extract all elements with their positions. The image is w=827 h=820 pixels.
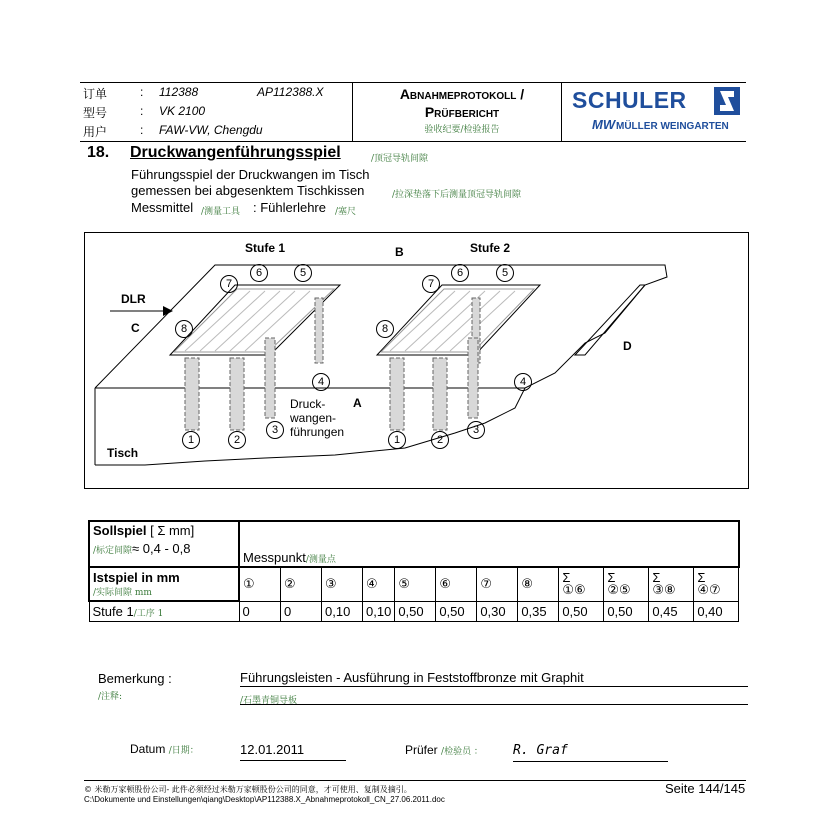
measured-value: 0,30 xyxy=(477,601,518,621)
doc-title-block xyxy=(362,86,562,135)
pruefer-label-block xyxy=(405,743,483,757)
label-c: C xyxy=(131,321,140,335)
sollspiel-value: ≈ 0,4 - 0,8 xyxy=(132,541,191,556)
header-label-customer: 用户 xyxy=(83,125,108,139)
sum-value: 0,45 xyxy=(649,601,694,621)
pruefer-label-cn: /检验员 ： xyxy=(441,747,483,757)
tool-value: : Fühlerlehre xyxy=(253,200,326,215)
stufe-label: Stufe 1 xyxy=(92,603,134,619)
sigma-points: ④⑦ xyxy=(697,582,721,598)
label-druckwangen-line1: Druck- xyxy=(290,397,326,411)
mw-logo-mark: MW xyxy=(592,117,616,132)
marker-3: 3 xyxy=(467,421,485,439)
remark-label-cn: /注释: xyxy=(98,692,123,702)
marker-3: 3 xyxy=(266,421,284,439)
marker-1: 1 xyxy=(182,431,200,449)
marker-2: 2 xyxy=(228,431,246,449)
label-tisch: Tisch xyxy=(107,446,139,460)
sollspiel-label: Sollspiel xyxy=(93,523,147,538)
header-colon: : xyxy=(140,85,144,99)
marker-8: 8 xyxy=(175,320,193,338)
tool-label-cn: /测量工具 xyxy=(201,207,241,217)
tool-value-cn: /塞尺 xyxy=(335,207,357,217)
measured-value: 0,50 xyxy=(436,601,477,621)
measured-value: 0,50 xyxy=(395,601,436,621)
drawing-lines xyxy=(85,233,748,488)
marker-5: 5 xyxy=(496,264,514,282)
sigma-symbol: Σ xyxy=(607,570,616,586)
point-header: ① xyxy=(239,567,281,601)
tool-label: Messmittel xyxy=(131,200,194,215)
marker-6: 6 xyxy=(250,264,268,282)
sum-value: 0,40 xyxy=(694,601,739,621)
measured-value: 0,10 xyxy=(322,601,363,621)
measured-value: 0 xyxy=(239,601,281,621)
measured-value: 0 xyxy=(281,601,322,621)
pruefer-signature: R. Graf xyxy=(513,743,668,762)
label-b: B xyxy=(395,245,404,259)
date-label: Datum xyxy=(130,742,166,756)
marker-5: 5 xyxy=(294,264,312,282)
model-value: VK 2100 xyxy=(159,104,206,118)
point-header: ⑤ xyxy=(395,567,436,601)
sum-value: 0,50 xyxy=(559,601,604,621)
doc-title-line2: Prüfbericht xyxy=(424,104,500,120)
label-stufe1: Stufe 1 xyxy=(245,241,286,255)
footer-copyright: © 米勒万家顿股份公司- 此件必须经过米勒万家顿股份公司的同意，才可使用、复制及摘引。 xyxy=(84,785,412,794)
doc-title-cn: 验收纪要/检验报告 xyxy=(424,125,500,135)
point-header: ② xyxy=(281,567,322,601)
sigma-points: ②⑤ xyxy=(607,582,631,598)
doc-title-line1: Abnahmeprotokoll / xyxy=(399,86,525,102)
marker-8: 8 xyxy=(376,320,394,338)
measured-value: 0,35 xyxy=(518,601,559,621)
page-number: Seite 144/145 xyxy=(665,781,746,796)
marker-4: 4 xyxy=(312,373,330,391)
sigma-header xyxy=(649,567,694,601)
header-colon: : xyxy=(140,123,144,137)
date-value: 12.01.2011 xyxy=(240,742,346,761)
label-stufe2: Stufe 2 xyxy=(470,241,511,255)
section-title-cn: /顶冠导轨间隙 xyxy=(371,154,429,164)
description-line1: Führungsspiel der Druckwangen im Tisch xyxy=(131,167,370,182)
istspiel-cn: /实际间隙 mm xyxy=(93,588,152,598)
marker-2: 2 xyxy=(431,431,449,449)
point-header: ③ xyxy=(322,567,363,601)
date-label-block xyxy=(130,742,199,756)
sigma-points: ①⑥ xyxy=(562,582,586,598)
point-header: ④ xyxy=(363,567,395,601)
section-title: Druckwangenführungsspiel xyxy=(130,144,341,161)
customer-value: FAW-VW, Chengdu xyxy=(159,123,263,137)
section-number: 18. xyxy=(87,144,110,161)
header-label-order: 订单 xyxy=(83,87,108,101)
footer-path: C:\Dokumente und Einstellungen\qiang\Desktop\AP112388.X_Abnahmeprotokoll_CN_27.06.2011.doc xyxy=(84,795,445,804)
stufe-row-label xyxy=(89,601,239,621)
remark-text-cn: /石墨青铜导板 xyxy=(240,696,298,706)
messpunkt-cn: /测量点 xyxy=(305,555,336,565)
stufe-label-cn: /工序 1 xyxy=(133,608,164,619)
pruefer-label: Prüfer xyxy=(405,743,438,757)
sollspiel-cell xyxy=(89,521,239,567)
marker-1: 1 xyxy=(388,431,406,449)
label-dlr: DLR xyxy=(121,292,146,306)
sigma-points: ③⑧ xyxy=(652,582,676,598)
sigma-header xyxy=(694,567,739,601)
date-label-cn: /日期： xyxy=(168,746,199,756)
order-reference: AP112388.X xyxy=(257,85,324,99)
marker-7: 7 xyxy=(422,275,440,293)
sollspiel-unit: [ Σ mm] xyxy=(150,523,195,538)
istspiel-cell xyxy=(89,567,239,601)
sigma-symbol: Σ xyxy=(652,570,661,586)
brand-name: SCHULER xyxy=(572,87,687,113)
sigma-header xyxy=(559,567,604,601)
remark-label: Bemerkung : xyxy=(98,671,172,686)
label-druckwangen-line2: wangen- xyxy=(290,411,337,425)
messpunkt-label: Messpunkt xyxy=(243,550,306,565)
footer-divider xyxy=(84,780,746,781)
sigma-symbol: Σ xyxy=(697,570,706,586)
brand-subline: MÜLLER WEINGARTEN xyxy=(616,121,729,132)
label-druckwangen-line3: führungen xyxy=(290,425,345,439)
label-d: D xyxy=(623,339,632,353)
istspiel-label: Istspiel in mm xyxy=(93,570,180,585)
technical-drawing xyxy=(84,232,749,489)
label-druckwangen xyxy=(290,397,344,439)
schuler-logo-mark-icon xyxy=(714,87,740,115)
measured-value: 0,10 xyxy=(363,601,395,621)
label-a: A xyxy=(353,396,362,410)
marker-7: 7 xyxy=(220,275,238,293)
sollspiel-cn: /标定间隙 xyxy=(93,546,133,556)
messpunkt-cell xyxy=(239,521,739,567)
measurement-table xyxy=(88,520,740,622)
sigma-header xyxy=(604,567,649,601)
description-line2-cn: /拉深垫落下后测量顶冠导轨间隙 xyxy=(392,190,522,200)
schuler-logo xyxy=(572,87,742,137)
sum-value: 0,50 xyxy=(604,601,649,621)
order-number: 112388 xyxy=(159,85,199,99)
point-header: ⑦ xyxy=(477,567,518,601)
marker-6: 6 xyxy=(451,264,469,282)
header-colon: : xyxy=(140,104,144,118)
sigma-symbol: Σ xyxy=(562,570,571,586)
header-label-model: 型号 xyxy=(83,106,108,120)
description-line2: gemessen bei abgesenktem Tischkissen xyxy=(131,183,365,198)
point-header: ⑥ xyxy=(436,567,477,601)
marker-4: 4 xyxy=(514,373,532,391)
point-header: ⑧ xyxy=(518,567,559,601)
remark-text-line xyxy=(240,690,748,705)
remark-text: Führungsleisten - Ausführung in Feststoffbronze mit Graphit xyxy=(240,670,748,687)
